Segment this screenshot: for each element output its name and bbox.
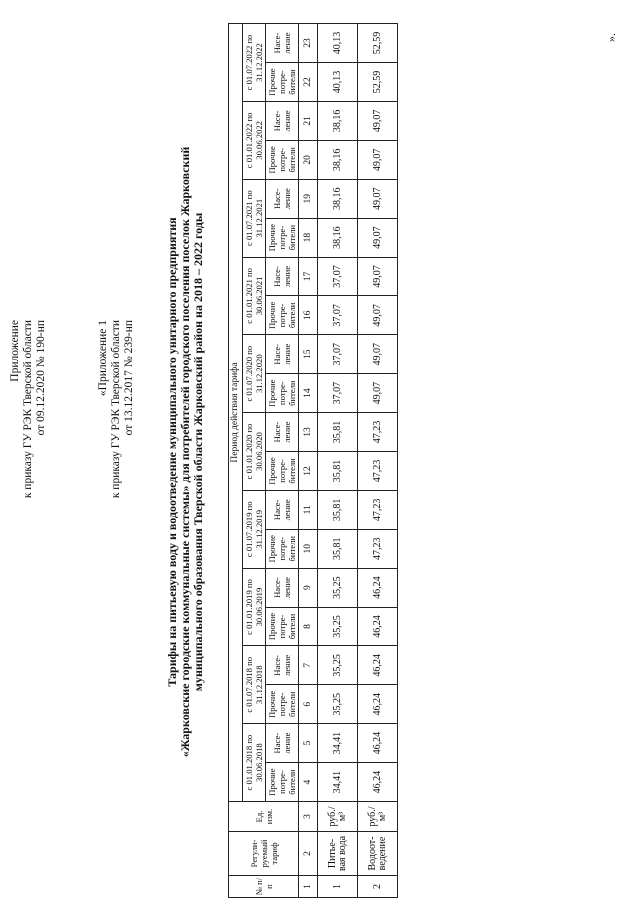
row-tariff-name: Питье-вая вода xyxy=(318,832,358,876)
column-number: 18 xyxy=(299,218,318,257)
header-row-periods xyxy=(243,24,266,898)
tariff-value: 38,16 xyxy=(318,140,358,179)
tariff-table-wrapper xyxy=(228,23,398,898)
tariff-value: 49,07 xyxy=(358,179,398,218)
tariff-value: 49,07 xyxy=(358,296,398,335)
tariff-value: 35,81 xyxy=(318,529,358,568)
original-appendix-header xyxy=(97,320,136,498)
column-number: 22 xyxy=(299,63,318,102)
subheader-other-consumers: Прочие потре-бители xyxy=(266,685,299,724)
document-title-line-1: Тарифы на питьевую воду и водоотведение муниципального унитарного предприятия xyxy=(165,217,179,687)
subheader-population: Насе-ление xyxy=(266,24,299,63)
subheader-other-consumers: Прочие потре-бители xyxy=(266,763,299,802)
subheader-population: Насе-ление xyxy=(266,568,299,607)
tariff-value: 49,07 xyxy=(358,374,398,413)
column-number: 3 xyxy=(299,802,318,832)
subheader-population: Насе-ление xyxy=(266,257,299,296)
tariff-value: 47,23 xyxy=(358,529,398,568)
document-title-line-3: муниципального образования Тверской области Жарковский район на 2018 – 2022 годы xyxy=(191,212,205,692)
subheader-other-consumers: Прочие потре-бители xyxy=(266,529,299,568)
tariff-value: 35,81 xyxy=(318,451,358,490)
tariff-value: 47,23 xyxy=(358,413,398,452)
appendix-title: Приложение xyxy=(9,320,21,382)
table-row xyxy=(358,24,398,898)
tariff-value: 49,07 xyxy=(358,218,398,257)
col-header-period: Период действия тарифа xyxy=(229,24,243,802)
tariff-value: 38,16 xyxy=(318,218,358,257)
period-header-2: с 01.07.2018 по 31.12.2018 xyxy=(243,646,266,724)
tariff-value: 46,24 xyxy=(358,763,398,802)
subheader-population: Насе-ление xyxy=(266,101,299,140)
tariff-value: 37,07 xyxy=(318,374,358,413)
tariff-value: 35,25 xyxy=(318,607,358,646)
subheader-other-consumers: Прочие потре-бители xyxy=(266,374,299,413)
tariff-value: 49,07 xyxy=(358,257,398,296)
tariff-value: 40,13 xyxy=(318,63,358,102)
period-header-9: с 01.01.2022 по 30.06.2022 xyxy=(243,101,266,179)
tariff-value: 46,24 xyxy=(358,568,398,607)
original-appendix-date: от 13.12.2017 № 239-нп xyxy=(123,320,135,436)
column-number: 11 xyxy=(299,490,318,529)
column-number: 13 xyxy=(299,413,318,452)
column-number: 14 xyxy=(299,374,318,413)
tariff-value: 49,07 xyxy=(358,140,398,179)
tariff-value: 52,59 xyxy=(358,24,398,63)
tariff-value: 34,41 xyxy=(318,724,358,763)
column-number: 5 xyxy=(299,724,318,763)
tariff-value: 38,16 xyxy=(318,179,358,218)
column-number: 9 xyxy=(299,568,318,607)
row-unit: руб./м³ xyxy=(318,802,358,832)
column-number: 7 xyxy=(299,646,318,685)
column-number: 21 xyxy=(299,101,318,140)
subheader-other-consumers: Прочие потре-бители xyxy=(266,451,299,490)
tariff-table-body xyxy=(299,24,398,898)
period-header-10: с 01.07.2022 по 31.12.2022 xyxy=(243,24,266,102)
period-header-1: с 01.01.2018 по 30.06.2018 xyxy=(243,724,266,802)
column-numbers-row xyxy=(299,24,318,898)
column-number: 10 xyxy=(299,529,318,568)
tariff-value: 35,25 xyxy=(318,685,358,724)
table-row xyxy=(318,24,358,898)
column-number: 15 xyxy=(299,335,318,374)
tariff-value: 40,13 xyxy=(318,24,358,63)
original-appendix-title: «Приложение 1 xyxy=(97,320,109,397)
tariff-value: 35,25 xyxy=(318,646,358,685)
subheader-other-consumers: Прочие потре-бители xyxy=(266,140,299,179)
subheader-population: Насе-ление xyxy=(266,724,299,763)
tariff-value: 46,24 xyxy=(358,724,398,763)
column-number: 20 xyxy=(299,140,318,179)
tariff-value: 37,07 xyxy=(318,257,358,296)
col-header-tariff: Регули-руемый тариф xyxy=(229,832,299,876)
original-appendix-order: к приказу ГУ РЭК Тверской области xyxy=(110,320,122,499)
subheader-population: Насе-ление xyxy=(266,490,299,529)
tariff-value: 35,81 xyxy=(318,490,358,529)
column-number: 17 xyxy=(299,257,318,296)
column-number: 12 xyxy=(299,451,318,490)
tariff-value: 37,07 xyxy=(318,335,358,374)
appendix-header xyxy=(9,320,48,498)
column-number: 8 xyxy=(299,607,318,646)
column-number: 6 xyxy=(299,685,318,724)
subheader-other-consumers: Прочие потре-бители xyxy=(266,607,299,646)
column-number: 2 xyxy=(299,832,318,876)
period-header-4: с 01.07.2019 по 31.12.2019 xyxy=(243,490,266,568)
appendix-order: к приказу ГУ РЭК Тверской области xyxy=(22,320,34,499)
row-tariff-name: Водоот-ведение xyxy=(358,832,398,876)
header-row-consumers xyxy=(266,24,299,898)
period-header-7: с 01.01.2021 по 30.06.2021 xyxy=(243,257,266,335)
row-number: 2 xyxy=(358,876,398,898)
document-title-line-2: «Жарковские городские коммунальные системы» для потребителей городского поселения поселок Жарковский xyxy=(178,146,192,758)
tariff-value: 46,24 xyxy=(358,607,398,646)
col-header-unit: Ед. изм. xyxy=(229,802,299,832)
tariff-value: 49,07 xyxy=(358,101,398,140)
appendix-date: от 09.12.2020 № 190-нп xyxy=(35,320,47,436)
tariff-value: 34,41 xyxy=(318,763,358,802)
tariff-value: 49,07 xyxy=(358,335,398,374)
tariff-value: 52,59 xyxy=(358,63,398,102)
period-header-3: с 01.01.2019 по 30.06.2019 xyxy=(243,568,266,646)
tariff-value: 35,25 xyxy=(318,568,358,607)
row-number: 1 xyxy=(318,876,358,898)
tariff-value: 47,23 xyxy=(358,490,398,529)
closing-quote: ». xyxy=(604,33,618,42)
col-header-num: № п/п xyxy=(229,876,299,898)
column-number: 1 xyxy=(299,876,318,898)
column-number: 19 xyxy=(299,179,318,218)
subheader-population: Насе-ление xyxy=(266,646,299,685)
row-unit: руб./м³ xyxy=(358,802,398,832)
tariff-value: 35,81 xyxy=(318,413,358,452)
tariff-value: 46,24 xyxy=(358,685,398,724)
subheader-population: Насе-ление xyxy=(266,413,299,452)
subheader-population: Насе-ление xyxy=(266,335,299,374)
subheader-population: Насе-ление xyxy=(266,179,299,218)
period-header-5: с 01.01.2020 по 30.06.2020 xyxy=(243,413,266,491)
tariff-value: 38,16 xyxy=(318,101,358,140)
tariff-value: 46,24 xyxy=(358,646,398,685)
period-header-6: с 01.07.2020 по 31.12.2020 xyxy=(243,335,266,413)
column-number: 4 xyxy=(299,763,318,802)
subheader-other-consumers: Прочие потре-бители xyxy=(266,296,299,335)
subheader-other-consumers: Прочие потре-бители xyxy=(266,218,299,257)
tariff-value: 47,23 xyxy=(358,451,398,490)
column-number: 16 xyxy=(299,296,318,335)
period-header-8: с 01.07.2021 по 31.12.2021 xyxy=(243,179,266,257)
tariff-table xyxy=(228,23,398,898)
tariff-value: 37,07 xyxy=(318,296,358,335)
subheader-other-consumers: Прочие потре-бители xyxy=(266,63,299,102)
header-row-period xyxy=(229,24,243,898)
column-number: 23 xyxy=(299,24,318,63)
